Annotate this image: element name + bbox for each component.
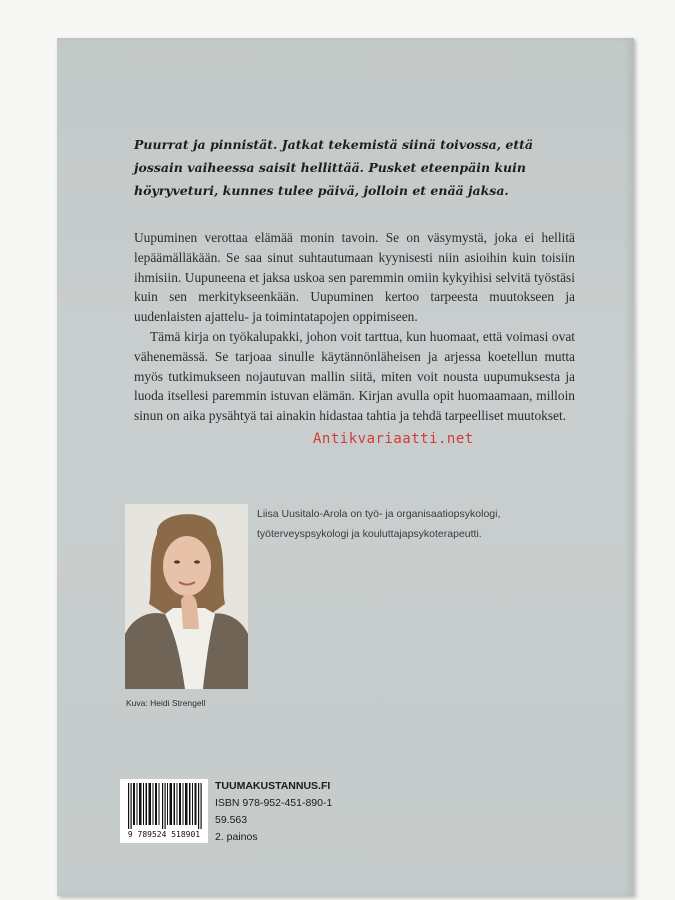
intro-blurb [134,133,534,202]
edition-label: 2. painos [215,831,258,843]
publisher-website: TUUMAKUSTANNUS.FI [215,780,331,792]
description [134,228,575,426]
book-back-cover [57,38,634,896]
isbn-number: ISBN 978-952-451-890-1 [215,797,333,809]
intro-line: jossain vaiheessa saisit hellittää. Pusket eteenpäin kuin [134,160,526,175]
isbn-barcode [120,779,208,843]
photo-credit: Kuva: Heidi Strengell [126,698,206,708]
barcode-bars-icon [120,779,208,831]
intro-line: Puurrat ja pinnistät. Jatkat tekemistä siinä toivossa, että [134,137,534,152]
classification-code: 59.563 [215,814,248,826]
publisher-info [215,778,332,846]
author-bio-line: työterveyspsykologi ja kouluttajapsykoterapeutti. [257,528,482,540]
author-bio [257,504,557,544]
barcode-digits: 9 789524 518901 [127,830,201,839]
description-paragraph-1: Uupuminen verottaa elämää monin tavoin. Se on väsymystä, joka ei hellitä lepäämälläkään. Se saa sinut suhtautumaan kyynisesti niin asioihin kuin toisiin ihmisiin. Uupuneena et jaksa uskoa sen paremmin omiin kykyihisi selvitä työstäsi kuin sen merkitykseenkään. Uupuminen kertoo tarpeesta muutokseen ja uudenlaisten ajattelu- ja toimintatapojen oppimiseen. [134,230,575,325]
intro-line: höyryveturi, kunnes tulee päivä, jolloin et enää jaksa. [134,183,509,198]
watermark-text: Antikvariaatti.net [313,431,474,447]
description-paragraph-2: Tämä kirja on työkalupakki, johon voit tarttua, kun huomaat, että voimasi ovat vähenemässä. Se tarjoaa sinulle käytännönläheisen ja arjessa koetellun mutta myös tutkimukseen nojautuvan mallin siitä, miten voit nousta uupumuksesta ja luoda itsellesi paremmin istuvan elämän. Kirjan avulla opit huomaamaan, milloin sinun on aika pysähtyä tai ainakin hidastaa tahtia ja tehdä tarpeelliset muutokset. [134,328,575,424]
author-bio-line: Liisa Uusitalo-Arola on työ- ja organisaatiopsykologi, [257,508,501,520]
author-photo [125,504,248,689]
